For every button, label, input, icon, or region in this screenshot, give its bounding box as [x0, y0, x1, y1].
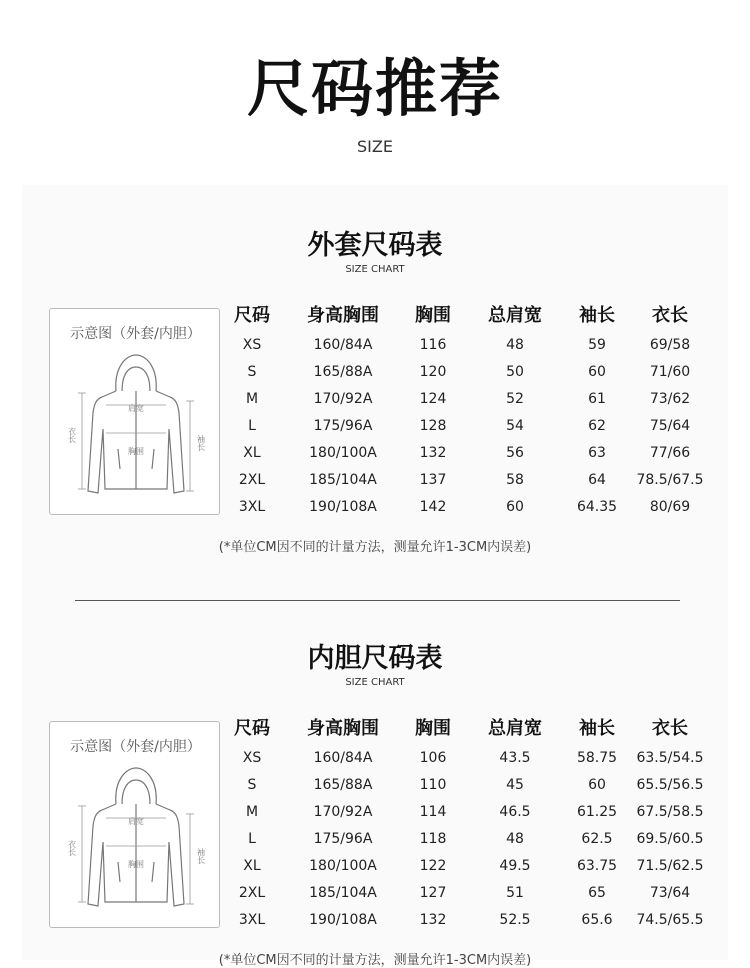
length-label: 衣长 [67, 840, 77, 856]
table-cell: 124 [419, 391, 447, 407]
jacket-diagram-svg [50, 722, 221, 929]
table-cell: 64.35 [576, 499, 618, 515]
table-cell: 3XL [238, 912, 266, 928]
table-cell: 80/69 [649, 499, 691, 515]
table-cell: 46.5 [499, 804, 531, 820]
table-cell: 60 [588, 364, 606, 380]
measurement-note: (*单位CM因不同的计量方法，测量允许1-3CM内误差) [218, 953, 532, 968]
table-cell: 114 [419, 804, 447, 820]
table-header: 总肩宽 [488, 718, 542, 739]
table-cell: 52 [506, 391, 524, 407]
diagram-label: 示意图（外套/内胆） [70, 326, 201, 342]
section-title: 内胆尺码表 [307, 643, 443, 674]
size-section [0, 413, 750, 968]
page-subtitle: SIZE [357, 137, 393, 156]
table-cell: 137 [419, 472, 447, 488]
table-cell: 185/104A [309, 885, 377, 901]
table-cell: 2XL [238, 885, 266, 901]
hood-inner-outline [122, 780, 150, 804]
table-cell: 118 [419, 831, 447, 847]
sleeve-label: 袖长 [196, 848, 206, 864]
table-cell: 65.6 [581, 912, 613, 928]
table-cell: 71.5/62.5 [636, 858, 704, 874]
chest-label: 胸围 [128, 860, 144, 869]
table-cell: 62 [588, 418, 606, 434]
table-cell: 64 [588, 472, 606, 488]
table-cell: 132 [419, 445, 447, 461]
table-cell: 116 [419, 337, 447, 353]
table-cell: 3XL [238, 499, 266, 515]
hood-inner-outline [122, 367, 150, 391]
section-title: 外套尺码表 [307, 230, 443, 261]
table-cell: 61 [588, 391, 606, 407]
table-cell: 71/60 [649, 364, 691, 380]
pocket-right [152, 862, 154, 882]
diagram-label: 示意图（外套/内胆） [70, 739, 201, 755]
table-cell: 51 [506, 885, 524, 901]
table-cell: 69.5/60.5 [636, 831, 704, 847]
table-cell: 185/104A [309, 472, 377, 488]
table-header: 尺码 [234, 718, 270, 739]
table-cell: XL [243, 445, 261, 461]
table-cell: 58 [506, 472, 524, 488]
pocket-left [118, 862, 120, 882]
table-cell: 45 [506, 777, 524, 793]
table-cell: 48 [506, 831, 524, 847]
table-cell: 122 [419, 858, 447, 874]
table-cell: 65 [588, 885, 606, 901]
table-header: 衣长 [652, 718, 688, 739]
table-cell: 127 [419, 885, 447, 901]
table-cell: XS [242, 337, 262, 353]
table-header: 胸围 [415, 305, 451, 326]
table-cell: 63 [588, 445, 606, 461]
table-cell: 52.5 [499, 912, 531, 928]
table-cell: 54 [506, 418, 524, 434]
table-cell: S [247, 364, 257, 380]
table-cell: 132 [419, 912, 447, 928]
table-header: 衣长 [652, 305, 688, 326]
table-cell: 106 [419, 750, 447, 766]
chest-label: 胸围 [128, 447, 144, 456]
measurement-note: (*单位CM因不同的计量方法，测量允许1-3CM内误差) [218, 540, 532, 555]
table-cell: 60 [588, 777, 606, 793]
sleeve-label: 袖长 [196, 435, 206, 451]
table-cell: 65.5/56.5 [636, 777, 704, 793]
section-divider [75, 600, 680, 601]
table-cell: 180/100A [309, 445, 377, 461]
section-subtitle: SIZE CHART [345, 264, 405, 275]
table-cell: 2XL [238, 472, 266, 488]
table-cell: 180/100A [309, 858, 377, 874]
table-cell: 62.5 [581, 831, 613, 847]
table-cell: 59 [588, 337, 606, 353]
table-cell: 56 [506, 445, 524, 461]
table-cell: 170/92A [313, 391, 373, 407]
length-label: 衣长 [67, 427, 77, 443]
table-cell: M [245, 804, 259, 820]
table-cell: 73/62 [649, 391, 691, 407]
table-cell: 75/64 [649, 418, 691, 434]
table-header: 袖长 [579, 718, 615, 739]
table-cell: 78.5/67.5 [636, 472, 704, 488]
table-cell: 58.75 [576, 750, 618, 766]
table-cell: 120 [419, 364, 447, 380]
table-cell: 63.75 [576, 858, 618, 874]
table-cell: 110 [419, 777, 447, 793]
table-cell: L [248, 831, 256, 847]
table-cell: M [245, 391, 259, 407]
table-header: 总肩宽 [488, 305, 542, 326]
table-cell: 170/92A [313, 804, 373, 820]
table-cell: 190/108A [309, 912, 377, 928]
shoulder-label: 肩宽 [128, 817, 144, 826]
table-cell: 60 [506, 499, 524, 515]
table-cell: 48 [506, 337, 524, 353]
table-cell: 69/58 [649, 337, 691, 353]
table-cell: 160/84A [313, 750, 373, 766]
measurement-diagram [49, 721, 220, 928]
section-subtitle: SIZE CHART [345, 677, 405, 688]
table-cell: L [248, 418, 256, 434]
table-cell: 190/108A [309, 499, 377, 515]
table-cell: 67.5/58.5 [636, 804, 704, 820]
table-cell: 61.25 [576, 804, 618, 820]
table-cell: 77/66 [649, 445, 691, 461]
table-cell: 49.5 [499, 858, 531, 874]
table-cell: XL [243, 858, 261, 874]
table-cell: 165/88A [313, 777, 373, 793]
table-cell: 175/96A [313, 831, 373, 847]
table-header: 身高胸围 [307, 718, 379, 739]
table-header: 尺码 [234, 305, 270, 326]
table-cell: 73/64 [649, 885, 691, 901]
table-cell: 43.5 [499, 750, 531, 766]
table-header: 身高胸围 [307, 305, 379, 326]
table-cell: XS [242, 750, 262, 766]
table-cell: 142 [419, 499, 447, 515]
table-header: 胸围 [415, 718, 451, 739]
table-cell: 165/88A [313, 364, 373, 380]
table-cell: 175/96A [313, 418, 373, 434]
table-cell: S [247, 777, 257, 793]
page-title: 尺码推荐 [246, 52, 503, 125]
table-cell: 160/84A [313, 337, 373, 353]
shoulder-label: 肩宽 [128, 404, 144, 413]
table-cell: 128 [419, 418, 447, 434]
table-cell: 63.5/54.5 [636, 750, 704, 766]
table-cell: 50 [506, 364, 524, 380]
table-header: 袖长 [579, 305, 615, 326]
table-cell: 74.5/65.5 [636, 912, 704, 928]
